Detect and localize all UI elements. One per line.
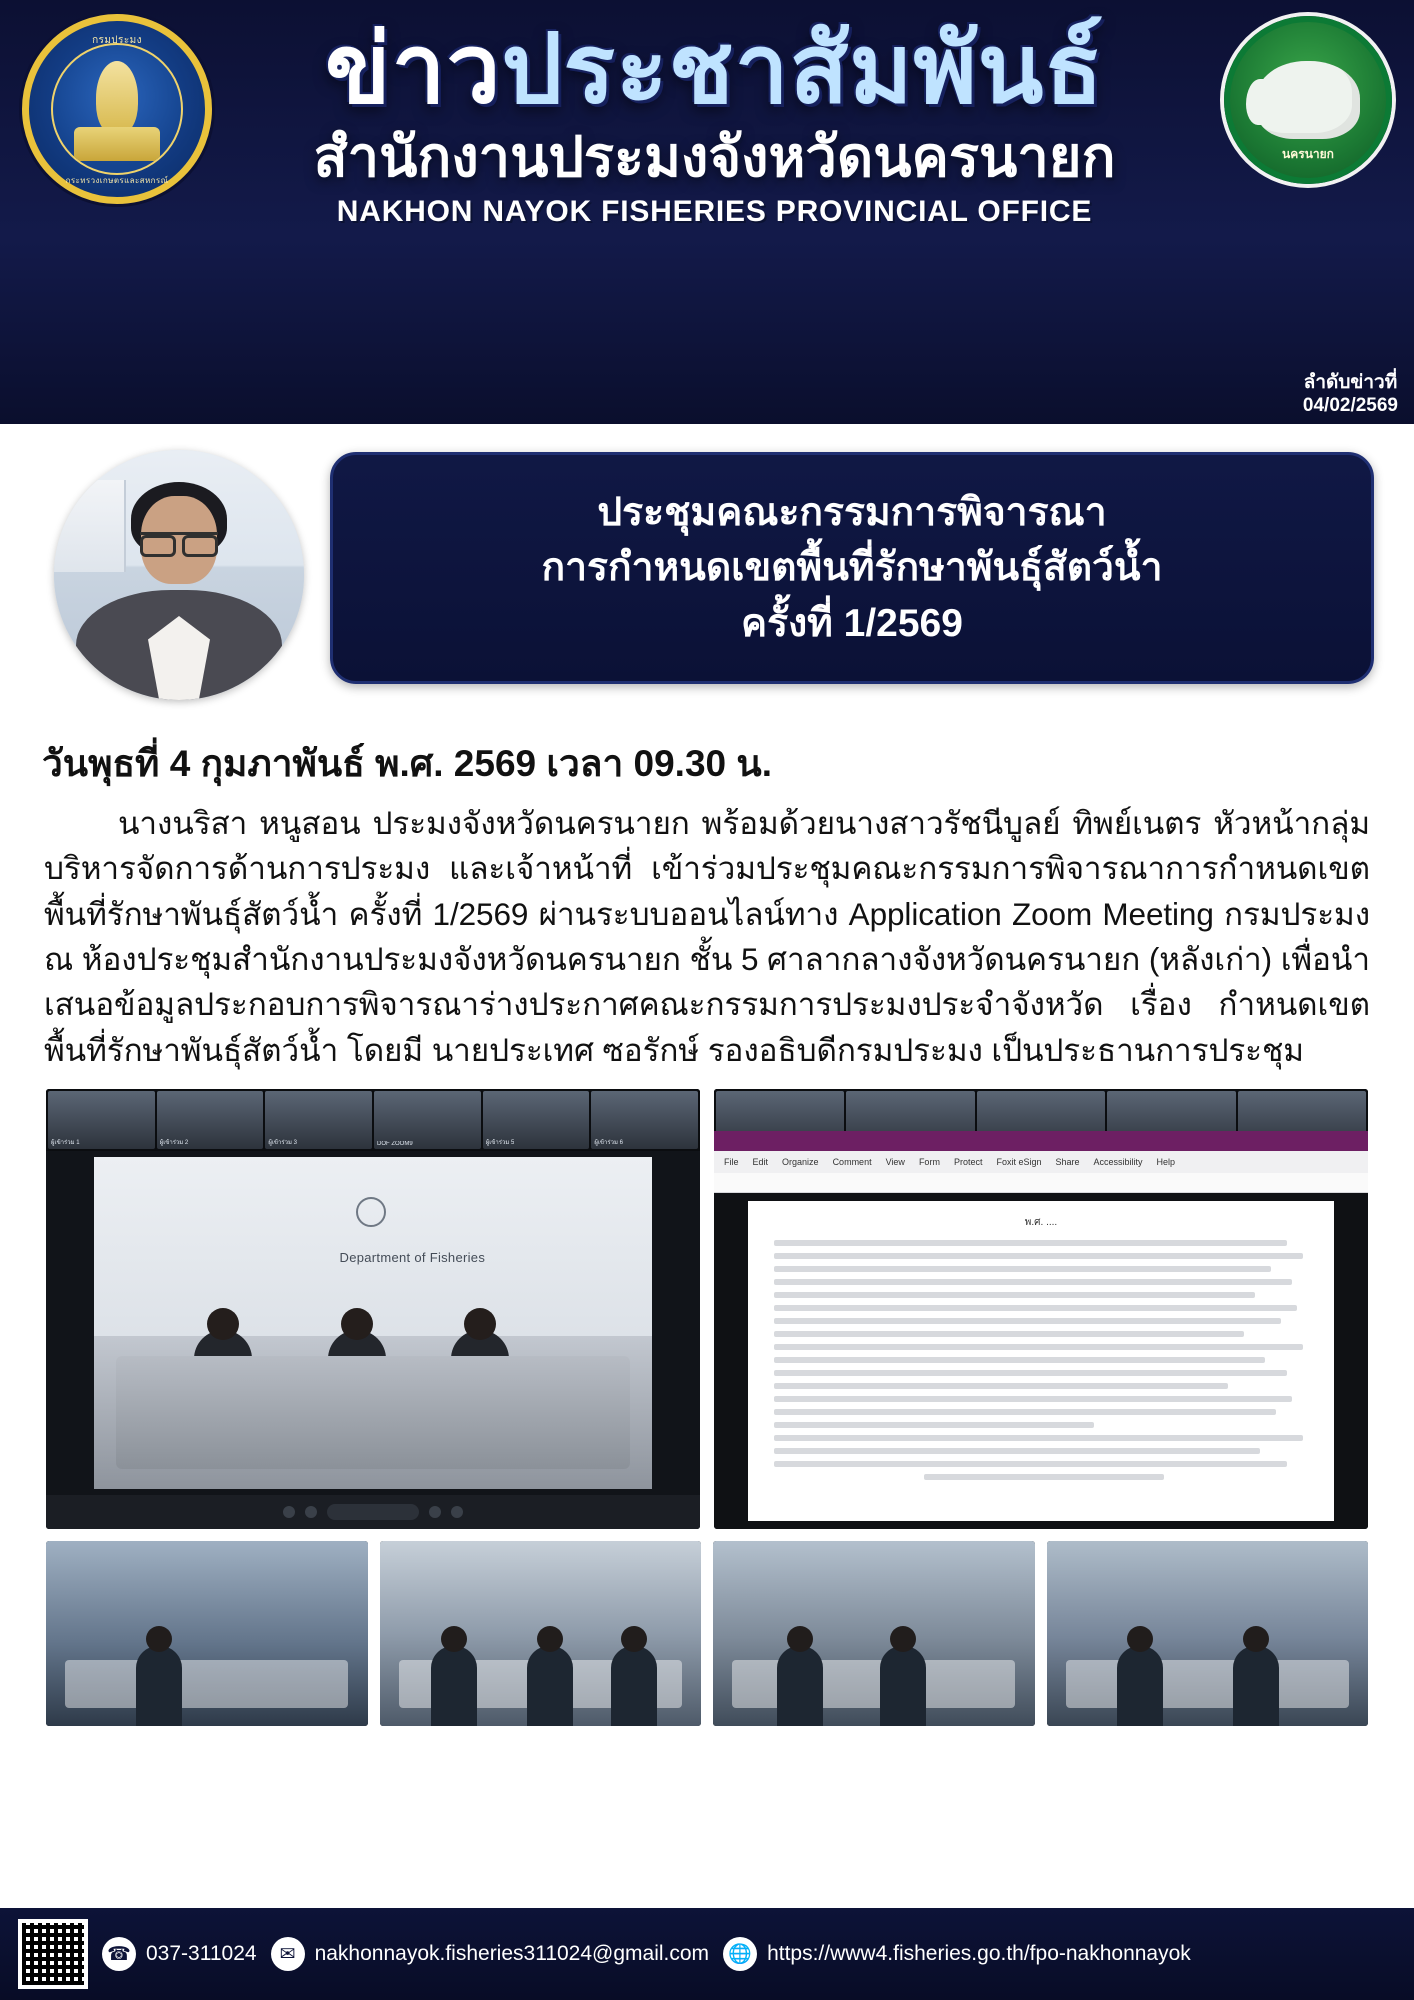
avatar	[54, 450, 304, 700]
globe-icon: 🌐	[723, 1937, 757, 1971]
zoom-participant-tile	[48, 1091, 155, 1149]
seal-text-top: กรมประมง	[92, 35, 142, 46]
zoom-main-stage	[94, 1157, 652, 1489]
zoom-tile-label: ผู้เข้าร่วม 5	[485, 1140, 515, 1147]
zoom-participant-tile	[157, 1091, 264, 1149]
pdf-menu-item[interactable]: Accessibility	[1093, 1157, 1143, 1168]
title-line-3: ครั้งที่ 1/2569	[741, 601, 963, 645]
zoom-participant-tile	[483, 1091, 590, 1149]
staff-meeting-photo-2	[713, 1541, 1035, 1726]
event-dateline: วันพุธที่ 4 กุมภาพันธ์ พ.ศ. 2569 เวลา 09.30 น.	[42, 743, 772, 784]
topic-row	[0, 444, 1414, 724]
zoom-toolbar	[46, 1495, 700, 1529]
pdf-menu-item[interactable]: Edit	[752, 1157, 769, 1168]
pdf-menu-item[interactable]: Foxit eSign	[996, 1157, 1042, 1168]
pdf-page-content	[748, 1201, 1334, 1521]
pdf-menu-item[interactable]: View	[885, 1157, 905, 1168]
officer-desk-photo	[46, 1541, 368, 1726]
pdf-menu-item[interactable]: File	[724, 1157, 739, 1168]
news-headline-word	[215, 16, 1214, 123]
pdf-menu-item[interactable]: Comment	[832, 1157, 872, 1168]
poster-header	[0, 0, 1414, 430]
pdf-tab-bar	[714, 1131, 1368, 1151]
office-name-english: NAKHON NAYOK FISHERIES PROVINCIAL OFFICE	[336, 194, 1093, 228]
envelope-icon: ✉	[271, 1937, 305, 1971]
zoom-room-caption: Department of Fisheries	[339, 1250, 486, 1266]
zoom-participant-tile	[374, 1091, 481, 1149]
topic-title-box	[330, 452, 1374, 684]
zoom-participant-tile	[591, 1091, 698, 1149]
news-number-label: ลำดับข่าวที่	[1303, 371, 1398, 393]
zoom-tile-label: DOF ZOOM9	[377, 1141, 413, 1148]
pdf-menu-item[interactable]: Share	[1055, 1157, 1080, 1168]
zoom-tile-label: ผู้เข้าร่วม 3	[268, 1140, 297, 1147]
phone-icon: ☎	[102, 1937, 136, 1971]
news-word-main: ข่าว	[325, 16, 502, 123]
pdf-menu-item[interactable]: Help	[1156, 1157, 1176, 1168]
pdf-toolbar	[714, 1173, 1368, 1193]
office-name-thai: สำนักงานประมงจังหวัดนครนายก	[313, 125, 1116, 188]
fisheries-department-seal-icon	[22, 14, 212, 204]
title-line-2: การกำหนดเขตพื้นที่รักษาพันธุ์สัตว์น้ำ	[541, 546, 1163, 590]
pdf-menu-bar	[714, 1151, 1368, 1173]
photo-grid-top	[46, 1089, 1368, 1529]
seal-text-bottom: กระทรวงเกษตรและสหกรณ์	[65, 176, 169, 185]
staff-meeting-photo-3	[1047, 1541, 1369, 1726]
province-elephant-seal-icon	[1224, 16, 1392, 184]
news-number-value: 04/02/2569	[1302, 395, 1398, 417]
zoom-tile-label: ผู้เข้าร่วม 1	[51, 1140, 80, 1147]
pdf-document-heading: พ.ศ. ....	[1024, 1217, 1058, 1229]
contact-phone	[102, 1937, 257, 1971]
news-word-sub: ประชาสัมพันธ์	[501, 16, 1104, 123]
province-seal-label: นครนายก	[1282, 147, 1334, 161]
page-title	[542, 485, 1163, 651]
pdf-document-screen-photo	[714, 1089, 1368, 1529]
email-address: nakhonnayok.fisheries311024@gmail.com	[314, 1942, 710, 1965]
news-sequence-number	[1303, 371, 1398, 419]
pdf-menu-item[interactable]: Organize	[782, 1157, 819, 1168]
zoom-participant-strip	[46, 1089, 700, 1151]
pdf-menu-item[interactable]: Protect	[953, 1157, 983, 1168]
glasses-icon	[140, 532, 218, 548]
photo-grid-bottom	[46, 1541, 1368, 1726]
zoom-meeting-screen-photo	[46, 1089, 700, 1529]
contact-email	[271, 1937, 710, 1971]
zoom-tile-label: ผู้เข้าร่วม 6	[594, 1140, 623, 1147]
staff-meeting-photo-1	[380, 1541, 702, 1726]
news-paragraph: นางนริสา หนูสอน ประมงจังหวัดนครนายก พร้อมด้วยนางสาวรัชนีบูลย์ ทิพย์เนตร หัวหน้ากลุ่มบริหารจัดการด้านการประมง และเจ้าหน้าที่ เข้าร่วมประชุมคณะกรรมการพิจารณาการกำหนดเขตพื้นที่รักษาพันธุ์สัตว์น้ำ ครั้งที่ 1/2569 ผ่านระบบออนไลน์ทาง Application Zoom Meeting กรมประมง ณ ห้องประชุมสำนักงานประมงจังหวัดนครนายก ชั้น 5 ศาลากลางจังหวัดนครนายก (หลังเก่า) เพื่อนำเสนอข้อมูลประกอบการพิจารณาร่างประกาศคณะกรรมการประมงประจำจังหวัด เรื่อง กำหนดเขตพื้นที่รักษาพันธุ์สัตว์น้ำ โดยมี นายประเทศ ซอรักษ์ รองอธิบดีกรมประมง เป็นประธานการประชุม	[44, 805, 1370, 1068]
website-url[interactable]: https://www4.fisheries.go.th/fpo-nakhonnayok	[767, 1942, 1191, 1965]
header-title-stack	[215, 16, 1214, 229]
phone-number: 037-311024	[146, 1942, 257, 1965]
pdf-menu-item[interactable]: Form	[918, 1157, 940, 1168]
qr-code[interactable]	[18, 1919, 88, 1989]
title-line-1: ประชุมคณะกรรมการพิจารณา	[597, 490, 1107, 534]
zoom-tile-label: ผู้เข้าร่วม 2	[159, 1140, 189, 1147]
zoom-participant-tile	[265, 1091, 372, 1149]
contact-website	[723, 1937, 1191, 1971]
poster-footer	[0, 1908, 1414, 2000]
